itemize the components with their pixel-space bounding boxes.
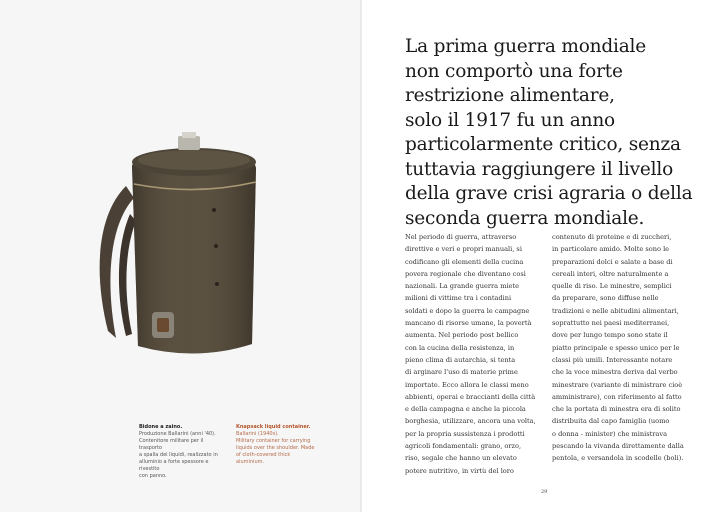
body-line: amministrare), con riferimento al fatto (552, 392, 682, 401)
body-line: pentola, e versandola in scodelle (boli). (552, 454, 684, 463)
body-line: che la voce minestra deriva dal verbo (552, 368, 678, 377)
body-line: nazionali. La grande guerra miete (405, 282, 520, 291)
body-line: dove per lungo tempo sono state il (552, 331, 668, 340)
caption-title: Bidone a zaino. (139, 424, 183, 430)
body-line: direttive e veri e propri manuali, si (405, 245, 522, 254)
body-line: milioni di vittime tra i contadini (405, 294, 512, 303)
left-page (0, 0, 362, 512)
body-line: o donna - minister) che ministrava (552, 429, 668, 438)
body-line: per la propria sussistenza i prodotti (405, 429, 525, 438)
body-line: pieno clima di autarchia, si tenta (405, 355, 516, 364)
body-line: tradizioni e nelle abitudini alimentari, (552, 306, 679, 315)
caption-line: Contenitore militare per il trasporto (139, 438, 204, 451)
knapsack-container-photo (86, 126, 266, 366)
body-line: minestrare (variante di ministrare cioè (552, 380, 683, 389)
body-line: potere nutritivo, in virtù del loro (405, 466, 514, 475)
caption-line: alluminio a forte spessore e rivestito (139, 459, 209, 472)
body-line: riso, segale che hanno un elevato (405, 454, 517, 463)
caption-line: Military container for carrying (236, 438, 311, 444)
heading-line: solo il 1917 fu un anno (405, 109, 615, 131)
body-line: da preparare, sono diffuse nelle (552, 294, 659, 303)
body-line: agricoli fondamentali: grano, orzo, (405, 442, 522, 451)
heading-line: La prima guerra mondiale (405, 36, 647, 57)
body-line: quelle di riso. Le minestre, semplici (552, 282, 672, 291)
body-line: abbienti, operai e braccianti della città (405, 392, 536, 401)
heading-line: non comportò una forte (405, 60, 623, 82)
body-line: importate. Ecco allora le classi meno (405, 380, 529, 389)
photo-caption-italian (139, 424, 227, 480)
body-line: pescando la vivanda direttamente dalla (552, 442, 684, 451)
body-line: che la portata di minestra era di solito (552, 405, 681, 414)
caption-line: of cloth-covered thick aluminium. (236, 452, 291, 465)
body-line: mancano di risorse umane, la povertà (405, 319, 532, 328)
body-line: di arginare l'uso di materie prime (405, 368, 518, 377)
body-line: soprattutto nei paesi mediterranei, (552, 319, 670, 328)
heading-line: particolarmente critico, senza (405, 134, 681, 155)
body-line: e della campagna e anche la piccola (405, 405, 526, 414)
pull-quote-heading (405, 35, 715, 231)
caption-line: Ballarini (1940s). (236, 431, 279, 437)
body-line: borghesia, utilizzare, ancora una volta, (405, 417, 536, 426)
body-line: preparazioni dolci e salate a base di (552, 257, 673, 266)
caption-line: liquids over the shoulder. Made (236, 445, 315, 451)
heading-line: restrizione alimentare, (405, 85, 615, 106)
body-line: povera regionale che diventano così (405, 269, 526, 278)
caption-title: Knapsack liquid container. (236, 424, 311, 430)
body-line: cereali interi, oltre naturalmente a (552, 269, 669, 278)
body-line: classi più umili. Interessante notare (552, 355, 673, 364)
body-line: codificano gli elementi della cucina (405, 257, 524, 266)
page-number: 29 (541, 489, 548, 495)
caption-line: con panno. (139, 473, 167, 479)
caption-line: a spalla dei liquidi, realizzato in (139, 452, 218, 458)
photo-caption-english (236, 424, 318, 466)
body-column-right (552, 231, 712, 465)
body-line: distribuita dal capo famiglia (uomo (552, 417, 670, 426)
body-line: soldati e dopo la guerra le campagne (405, 306, 530, 315)
heading-line: tuttavia raggiungere il livello (405, 158, 674, 180)
heading-line: della grave crisi agraria o della (405, 183, 693, 204)
body-line: aumenta. Nel periodo post bellico (405, 331, 519, 340)
body-line: piatto principale e spesso unico per le (552, 343, 680, 352)
body-line: in particolare amido. Molte sono le (552, 245, 670, 254)
body-line: con la cucina della resistenza, in (405, 343, 515, 352)
body-line: Nel periodo di guerra, attraverso (405, 233, 517, 241)
heading-line: seconda guerra mondiale. (405, 207, 645, 229)
body-column-left (405, 231, 545, 477)
body-line: contenuto di proteine e di zuccheri, (552, 233, 672, 241)
caption-line: Produzione Ballarini (anni '40). (139, 431, 216, 437)
